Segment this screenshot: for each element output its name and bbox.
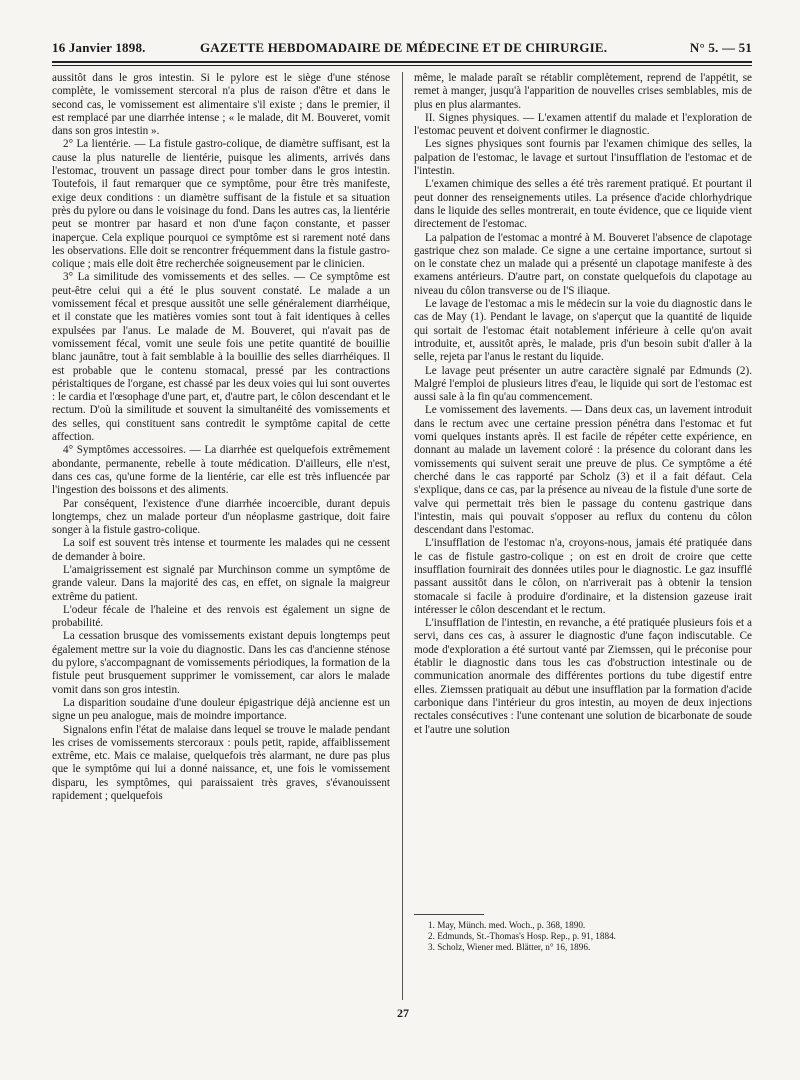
footnote: 1. May, Münch. med. Woch., p. 368, 1890. — [428, 920, 586, 930]
running-header — [52, 40, 752, 60]
footnotes — [414, 920, 752, 954]
header-rule — [52, 61, 752, 63]
paragraph: Le lavage de l'estomac a mis le médecin sur la voie du diagnostic dans le cas de May (1). Pendant le lavage, on s'aperçut que la quantité de liquide qui sortait de l'estomac était notablement inférieure à celle qu'on avait introduite, et, aussitôt après, le malade, pris d'un besoin subit d'aller à la selle, rejeta par l'anus le restant du liquide. — [414, 298, 752, 364]
footnote-rule — [414, 914, 484, 915]
footnote: 2. Edmunds, St.-Thomas's Hosp. Rep., p. 91, 1884. — [428, 931, 616, 942]
page-number: 27 — [397, 1006, 409, 1020]
paragraph: II. Signes physiques. — L'examen attentif du malade et l'exploration de l'estomac peuvent et doivent confirmer le diagnostic. — [414, 111, 752, 138]
right-column — [414, 72, 752, 737]
paragraph: Le lavage peut présenter un autre caractère signalé par Edmunds (2). Malgré l'emploi de plusieurs litres d'eau, le liquide qui sort de l'estomac est aussi sale à la fin qu'au commencement. — [414, 364, 752, 404]
left-column — [52, 72, 390, 803]
paragraph: L'amaigrissement est signalé par Murchinson comme un symptôme de grande valeur. Dans la majorité des cas, en effet, on signale la maigreur extrême du patient. — [52, 563, 390, 603]
paragraph: même, le malade paraît se rétablir complètement, reprend de l'appétit, se remet à manger, jusqu'à l'apparition de nouvelles crises semblables, mis de plus en plus alarmantes. — [414, 72, 752, 111]
issue-number: N° 5. — 51 — [689, 40, 752, 55]
paragraph: Signalons enfin l'état de malaise dans lequel se trouve le malade pendant les crises de vomissements stercoraux : pouls petit, rapide, affaiblissement extrême, etc. Mais ce malaise, quelquefois très alarmant, ne dure pas plus que le symptôme qui lui a donné naissance, et, une fois le vomissement disparu, les symptômes, qui paraissaient très graves, s'évanouissent rapidement ; quelquefois — [52, 723, 390, 803]
paragraph: aussitôt dans le gros intestin. Si le pylore est le siège d'une sténose complète, le vomissement stercoral n'a plus de raison d'être et dans le second cas, le vomissement est alimentaire s'il existe ; dans le premier, il est remplacé par une diarrhée intense ; « le malade, dit M. Bouveret, vomit dans son gros intestin ». — [52, 72, 390, 138]
footnote: 3. Scholz, Wiener med. Blätter, n° 16, 1896. — [428, 942, 591, 953]
issue-date: 16 Janvier 1898. — [52, 40, 146, 55]
paragraph: L'insufflation de l'intestin, en revanche, a été pratiquée plusieurs fois et a servi, dans ces cas, à assurer le diagnostic d'une façon indiscutable. Ce mode d'exploration a été surtout vanté par Ziemssen, qui le préconise pour établir le diagnostic dans tous les cas d'obstruction intestinale ou de communication anormale des différentes portions du tube digestif entre elles. Ziemssen pratiquait au début une insufflation par la formation d'acide carbonique dans l'intérieur du gros intestin, au moyen de deux injections rectales consécutives : l'une contenant une solution de bicarbonate de soude et l'autre une solution — [414, 617, 752, 736]
journal-title: GAZETTE HEBDOMADAIRE DE MÉDECINE ET DE CHIRURGIE. — [200, 40, 608, 55]
paragraph: 4° Symptômes accessoires. — La diarrhée est quelquefois extrêmement abondante, permanente, rebelle à toute médication. D'ailleurs, elle n'est, dans ces cas, qu'une forme de la lientérie, car elle est très influencée par l'ingestion des boissons et des aliments. — [52, 444, 390, 497]
paragraph: 3° La similitude des vomissements et des selles. — Ce symptôme est peut-être celui qui a été le plus souvent constaté. Le malade a un vomissement fécal et presque aussitôt une selle généralement diarrhéique, et il constate que les matières vomies sont tout à fait identiques à celles expulsées par l'anus. Le malade de M. Bouveret, qui n'avait pas de vomissement fécal, vomit une seule fois une petite quantité de bouillie blanc jaunâtre, tout à fait semblable à la bouillie des selles diarrhéiques. Il est probable que le contenu stomacal, pressé par les contractions péristaltiques de l'organe, est chassé par les deux voies qui lui sont ouvertes : le cardia et l'œsophage d'une part, et, d'autre part, le côlon descendant et le rectum. D'où la similitude et souvent la simultanéité des vomissements et des selles, qui constituent sans contredit le symptôme capital de cette affection. — [52, 271, 390, 444]
paragraph: La disparition soudaine d'une douleur épigastrique déjà ancienne est un signe un peu analogue, mais de moindre importance. — [52, 696, 390, 723]
paragraph: La cessation brusque des vomissements existant depuis longtemps peut également mettre sur la voie du diagnostic. Dans les cas d'ancienne sténose du pylore, s'accompagnant de vomissements périodiques, la formation de la fistule peut brusquement supprimer le vomissement, car alors le malade vomit dans son gros intestin. — [52, 630, 390, 696]
header-rule-thin — [52, 65, 752, 66]
paragraph: L'odeur fécale de l'haleine et des renvois est également un signe de probabilité. — [52, 603, 390, 630]
paragraph: La soif est souvent très intense et tourmente les malades qui ne cessent de demander à boire. — [52, 537, 390, 563]
paragraph: Le vomissement des lavements. — Dans deux cas, un lavement introduit dans le rectum avec une certaine pression pénétra dans l'estomac et fut vomi quelques instants après. Il est facile de répéter cette expérience, en donnant au malade un lavement coloré : la présence du colorant dans les vomissements qui suivent serait une preuve de plus. Ce symptôme a été cherché dans le cas rapporté par Scholz (3) et il a fait défaut. Cela s'explique, dans ce cas, par la présence au niveau de la fistule d'une sorte de valve qui permettait très bien le passage du contenu gastrique dans l'intestin, mais qui pouvait s'opposer au reflux du contenu du côlon descendant dans l'estomac. — [414, 404, 752, 537]
paragraph: Les signes physiques sont fournis par l'examen chimique des selles, la palpation de l'estomac, le lavage et surtout l'insufflation de l'estomac et de l'intestin. — [414, 138, 752, 178]
paragraph: L'examen chimique des selles a été très rarement pratiqué. Et pourtant il peut donner des renseignements utiles. La présence d'acide chlorhydrique dans le liquide des selles montrerait, en toute évidence, que ce liquide vient directement de l'estomac. — [414, 178, 752, 231]
paragraph: Par conséquent, l'existence d'une diarrhée incoercible, durant depuis longtemps, chez un malade porteur d'un néoplasme gastrique, doit faire songer à la fistule gastro-colique. — [52, 497, 390, 537]
paragraph: L'insufflation de l'estomac n'a, croyons-nous, jamais été pratiquée dans le cas de fistule gastro-colique ; on est en droit de croire que cette insufflation fournirait des données utiles pour le diagnostic. Le gaz insufflé passant aussitôt dans le côlon, on n'arriverait pas à obtenir la tension stomacale si facile à produire d'ordinaire, et la distension gazeuse irait intéresser le côlon descendant et le rectum. — [414, 537, 752, 616]
paragraph: 2° La lientérie. — La fistule gastro-colique, de diamètre suffisant, est la cause la plus naturelle de lientérie, puisque les aliments, arrivés dans l'estomac, trouvent un passage direct pour tomber dans le gros intestin. Toutefois, il faut remarquer que ce symptôme, pour être très manifeste, exige deux conditions : un diamètre suffisant de la fistule et sa situation près du pylore ou dans le voisinage du fond. Dans les autres cas, la lientérie peut se montrer par hasard et non d'une façon constante, et passer inaperçue. Cela explique pourquoi ce symptôme est si rarement noté dans les observations. Elle doit se rencontrer fréquemment dans la fistule gastro-colique ; mais elle doit être recherchée soigneusement par le clinicien. — [52, 138, 390, 271]
paragraph: La palpation de l'estomac a montré à M. Bouveret l'absence de clapotage gastrique chez son malade. Ce signe a une certaine importance, surtout si on le constate chez un malade qui a présenté un clapotage manifeste à des examens antérieurs. D'autre part, on constate quelquefois du clapotage au niveau du côlon transverse ou de l'S iliaque. — [414, 231, 752, 297]
column-divider — [402, 72, 403, 1000]
